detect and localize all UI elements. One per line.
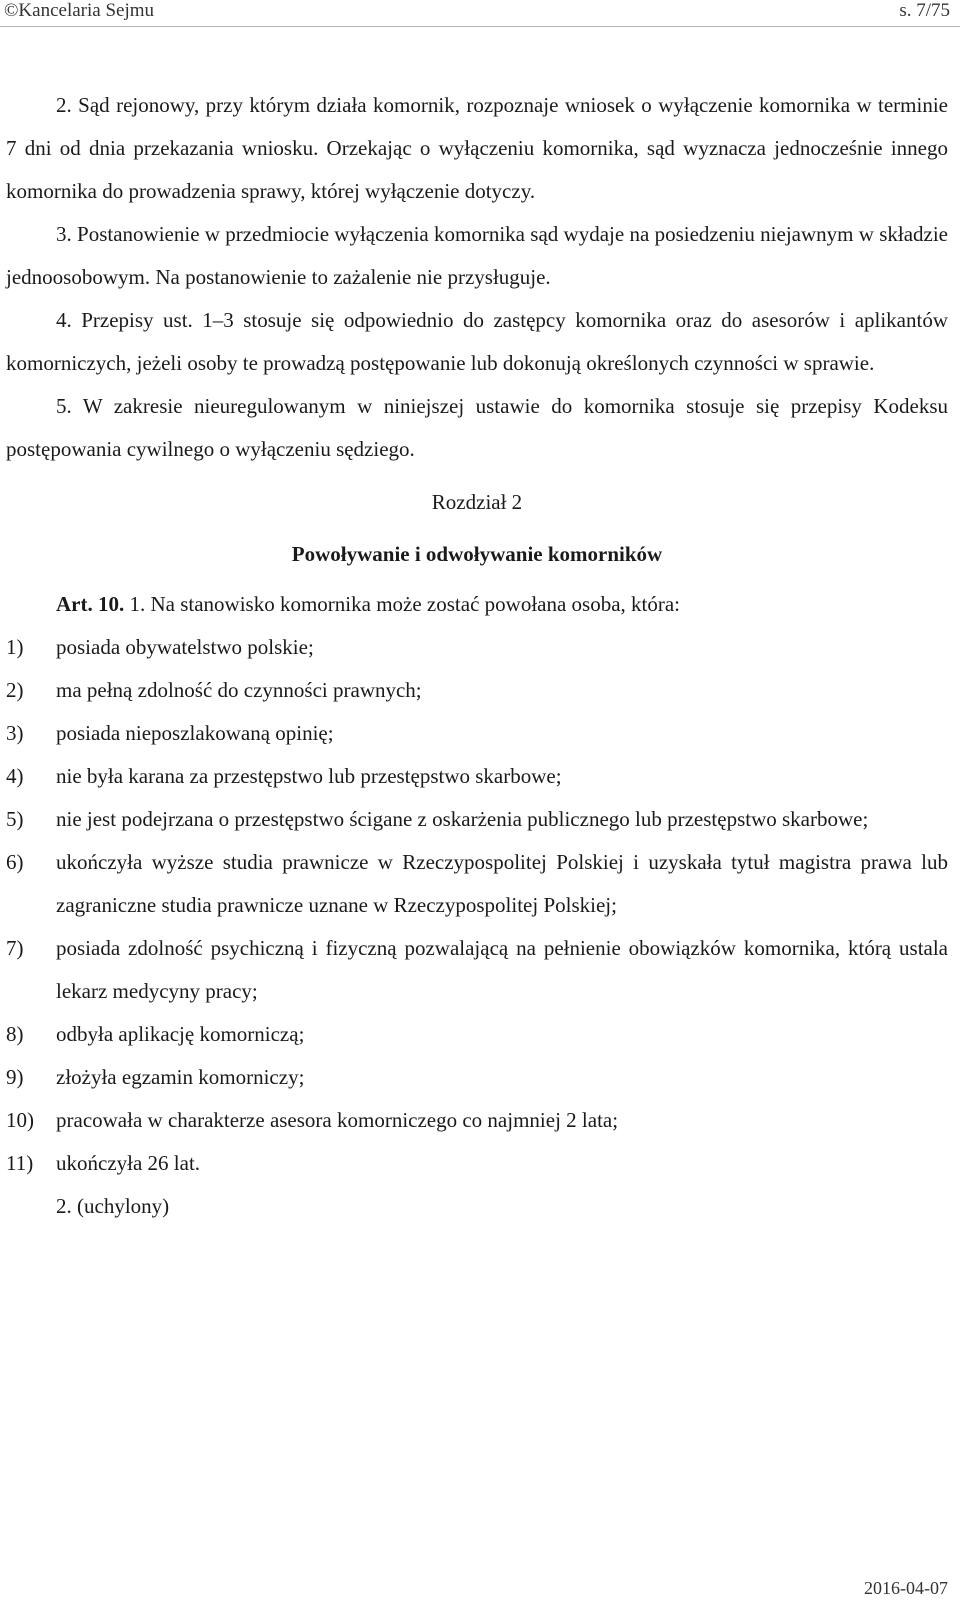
item-text: nie była karana za przestępstwo lub przestępstwo skarbowe; <box>56 764 562 788</box>
chapter-title: Powoływanie i odwoływanie komorników <box>291 542 663 566</box>
item-text: odbyła aplikację komorniczą; <box>56 1022 305 1046</box>
item-text: ma pełną zdolność do czynności prawnych; <box>56 678 422 702</box>
item-number: 9) <box>6 1065 24 1089</box>
item-text: nie jest podejrzana o przestępstwo ścigane z oskarżenia publicznego lub przestępstwo skarbowe; <box>56 807 869 831</box>
list-item <box>6 927 948 1013</box>
document-date: 2016-04-07 <box>864 1578 948 1598</box>
paragraph-5: 5. W zakresie nieuregulowanym w niniejszej ustawie do komornika stosuje się przepisy Kodeksu postępowania cywilnego o wyłączeniu sędziego. <box>6 394 948 461</box>
item-text: złożyła egzamin komorniczy; <box>56 1065 305 1089</box>
list-item <box>6 1142 948 1185</box>
list-item <box>6 798 948 841</box>
closing-paragraph: 2. (uchylony) <box>56 1194 170 1218</box>
item-number: 7) <box>6 936 24 960</box>
item-number: 3) <box>6 721 24 745</box>
requirements-list <box>6 626 948 1185</box>
item-number: 1) <box>6 635 24 659</box>
page-header <box>0 0 960 27</box>
article-heading <box>6 583 948 626</box>
list-item <box>6 669 948 712</box>
article-label: Art. 10. <box>56 592 125 616</box>
page-number: s. 7/75 <box>899 0 950 21</box>
header-source: ©Kancelaria Sejmu <box>4 0 155 21</box>
item-text: posiada nieposzlakowaną opinię; <box>56 721 334 745</box>
article-text: 1. Na stanowisko komornika może zostać powołana osoba, która: <box>129 592 681 616</box>
item-number: 8) <box>6 1022 24 1046</box>
chapter-number: Rozdział 2 <box>431 490 523 514</box>
list-item <box>6 1013 948 1056</box>
item-number: 5) <box>6 807 24 831</box>
item-number: 4) <box>6 764 24 788</box>
list-item <box>6 712 948 755</box>
paragraph-3: 3. Postanowienie w przedmiocie wyłączenia komornika sąd wydaje na posiedzeniu niejawnym w składzie jednoosobowym. Na postanowienie to zażalenie nie przysługuje. <box>6 222 948 289</box>
item-text: pracowała w charakterze asesora komorniczego co najmniej 2 lata; <box>56 1108 619 1132</box>
item-text: posiada zdolność psychiczną i fizyczną pozwalającą na pełnienie obowiązków komornika, którą ustala lekarz medycyny pracy; <box>56 936 948 1003</box>
paragraph-4: 4. Przepisy ust. 1–3 stosuje się odpowiednio do zastępcy komornika oraz do asesorów i aplikantów komorniczych, jeżeli osoby te prowadzą postępowanie lub dokonują określonych czynności w sprawie. <box>6 308 948 375</box>
list-item <box>6 626 948 669</box>
item-text: posiada obywatelstwo polskie; <box>56 635 314 659</box>
list-item <box>6 1099 948 1142</box>
document-body <box>6 84 948 1228</box>
item-text: ukończyła wyższe studia prawnicze w Rzeczypospolitej Polskiej i uzyskała tytuł magistra prawa lub zagraniczne studia prawnicze uznane w Rzeczypospolitej Polskiej; <box>56 850 948 917</box>
item-number: 10) <box>6 1108 34 1132</box>
list-item <box>6 1056 948 1099</box>
list-item <box>6 841 948 927</box>
list-item <box>6 755 948 798</box>
item-text: ukończyła 26 lat. <box>56 1151 201 1175</box>
item-number: 11) <box>6 1151 34 1175</box>
item-number: 2) <box>6 678 24 702</box>
paragraph-2: 2. Sąd rejonowy, przy którym działa komornik, rozpoznaje wniosek o wyłączenie komornika w terminie 7 dni od dnia przekazania wniosku. Orzekając o wyłączeniu komornika, sąd wyznacza jednocześnie innego komornika do prowadzenia sprawy, której wyłączenie dotyczy. <box>6 93 948 203</box>
item-number: 6) <box>6 850 24 874</box>
